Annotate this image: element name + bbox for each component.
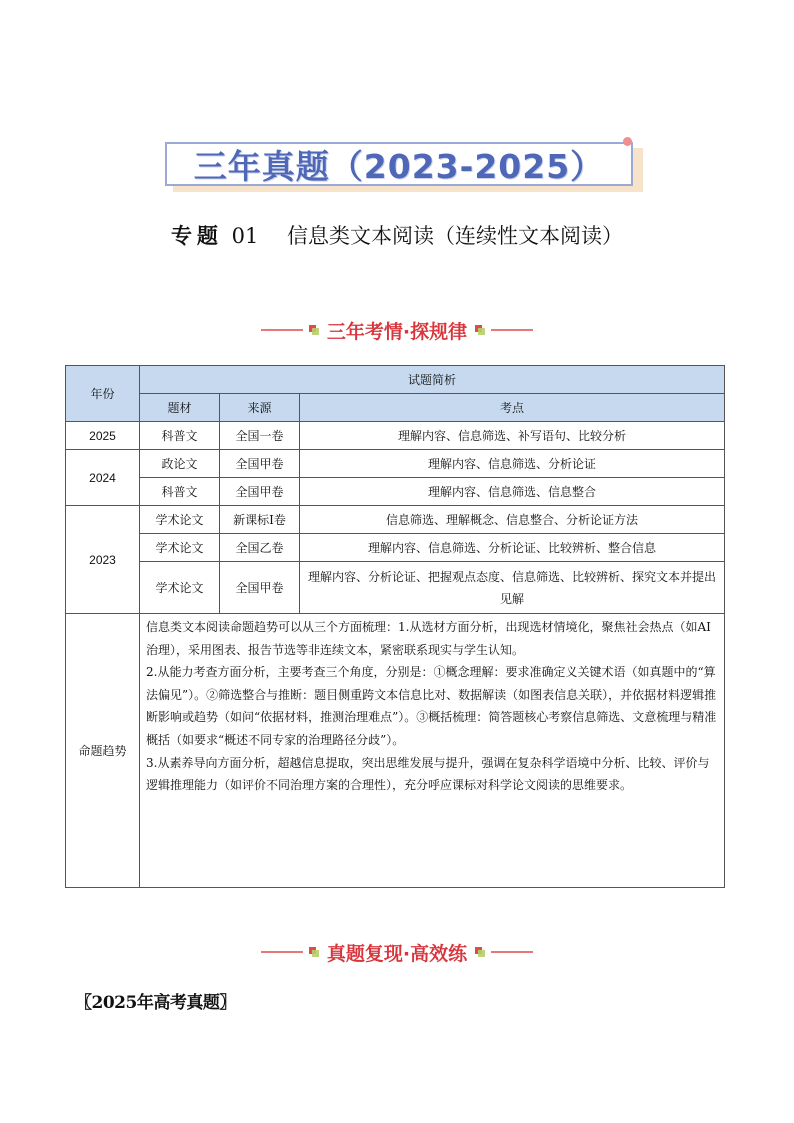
title-banner [165, 142, 643, 192]
section-line-right [491, 329, 533, 331]
section-title-text: 三年考情·探规律 [326, 320, 468, 343]
table-subheader-row [66, 394, 725, 422]
table-row [66, 506, 725, 534]
cell-source: 全国甲卷 [220, 450, 300, 478]
cell-year: 2023 [66, 506, 140, 614]
table-header-row [66, 366, 725, 394]
table-row [66, 478, 725, 506]
header-source: 来源 [220, 394, 300, 422]
cell-source: 全国一卷 [220, 422, 300, 450]
table-row [66, 422, 725, 450]
section-title-text: 真题复现·高效练 [326, 942, 468, 965]
cell-points: 理解内容、信息筛选、信息整合 [300, 478, 725, 506]
cell-source: 全国乙卷 [220, 534, 300, 562]
banner-box [165, 142, 633, 186]
table-row [66, 562, 725, 614]
section-square-icon [475, 947, 485, 957]
subtitle-prefix: 专题 [170, 223, 223, 248]
trend-label: 命题趋势 [66, 614, 140, 888]
cell-source: 新课标Ⅰ卷 [220, 506, 300, 534]
section-line-right [491, 951, 533, 953]
cell-material: 科普文 [140, 478, 220, 506]
banner-decoration-dot [623, 137, 632, 146]
subtitle-main: 信息类文本阅读（连续性文本阅读） [287, 224, 624, 248]
trend-paragraph: 2.从能力考查方面分析，主要考查三个角度，分别是：①概念理解：要求准确定义关键术语（如真题中的“算法偏见”）。②筛选整合与推断：题目侧重跨文本信息比对、数据解读（如图表信息关联），并依据材料逻辑推断影响或趋势（如问“依据材料，推测治理难点”）。③概括梳理：简答题核心考察信息筛选、文意梳理与精准概括（如要求“概述不同专家的治理路径分歧”）。 [146, 665, 717, 747]
cell-material: 学术论文 [140, 562, 220, 614]
trend-paragraph: 3.从素养导向方面分析，超越信息提取，突出思维发展与提升，强调在复杂科学语境中分析、比较、评价与逻辑推理能力（如评价不同治理方案的合理性），充分呼应课标对科学论文阅读的思维要求。 [146, 755, 710, 793]
subtitle-number: 01 [231, 224, 259, 248]
cell-points: 理解内容、分析论证、把握观点态度、信息筛选、比较辨析、探究文本并提出见解 [300, 562, 725, 614]
trend-paragraph: 信息类文本阅读命题趋势可以从三个方面梳理：1.从选材方面分析，出现选材情境化，聚焦社会热点（如AI治理），采用图表、报告节选等非连续文本，紧密联系现实与学生认知。 [146, 620, 711, 657]
table-row [66, 534, 725, 562]
cell-material: 学术论文 [140, 506, 220, 534]
header-points: 考点 [300, 394, 725, 422]
header-year: 年份 [66, 366, 140, 422]
section-line-left [261, 329, 303, 331]
section-square-icon [475, 325, 485, 335]
cell-material: 政论文 [140, 450, 220, 478]
trend-row [66, 614, 725, 888]
trend-content [140, 614, 725, 888]
cell-points: 理解内容、信息筛选、分析论证 [300, 450, 725, 478]
cell-year: 2024 [66, 450, 140, 506]
cell-points: 理解内容、信息筛选、分析论证、比较辨析、整合信息 [300, 534, 725, 562]
topic-subtitle [0, 222, 794, 250]
section-line-left [261, 951, 303, 953]
cell-source: 全国甲卷 [220, 478, 300, 506]
cell-source: 全国甲卷 [220, 562, 300, 614]
cell-points: 信息筛选、理解概念、信息整合、分析论证方法 [300, 506, 725, 534]
section-square-icon [309, 947, 319, 957]
exam-year-heading: 〖2025年高考真题〗 [75, 993, 236, 1013]
cell-points: 理解内容、信息筛选、补写语句、比较分析 [300, 422, 725, 450]
section-title-practice [0, 938, 794, 966]
cell-material: 科普文 [140, 422, 220, 450]
table-row [66, 450, 725, 478]
cell-year: 2025 [66, 422, 140, 450]
header-material: 题材 [140, 394, 220, 422]
exam-analysis-table [65, 365, 725, 888]
section-square-icon [309, 325, 319, 335]
header-analysis: 试题简析 [140, 366, 725, 394]
cell-material: 学术论文 [140, 534, 220, 562]
banner-title: 三年真题（2023-2025） [193, 146, 605, 186]
section-title-trends [0, 316, 794, 344]
